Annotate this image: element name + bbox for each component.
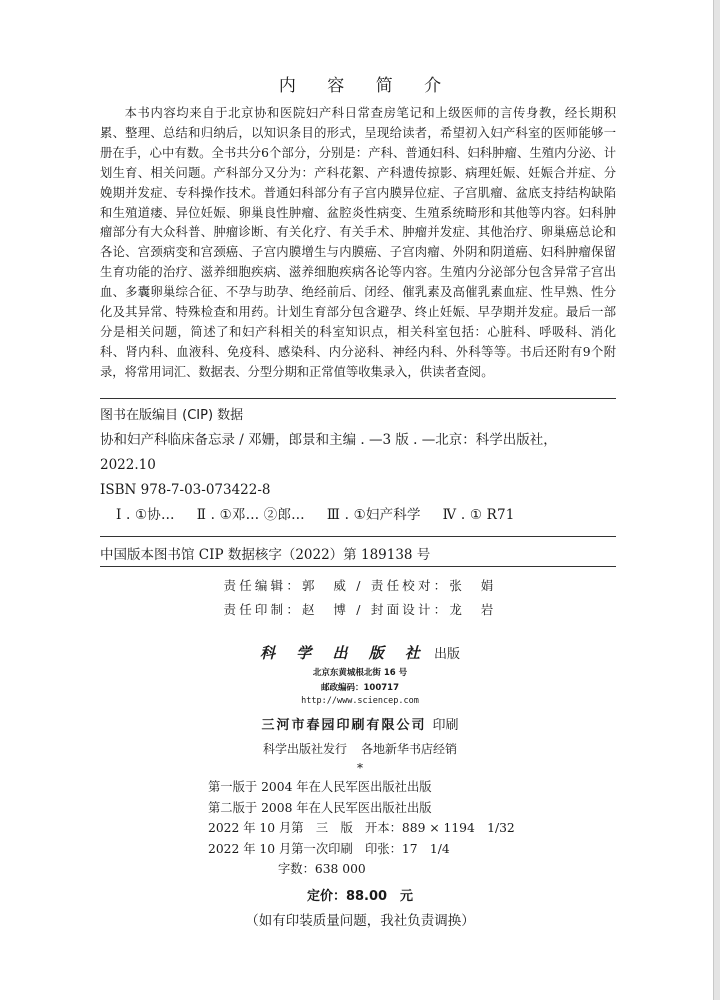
cip-record-number: 中国版本图书馆 CIP 数据核字（2022）第 189138 号: [100, 547, 431, 563]
divider-top: [100, 398, 616, 399]
distribution-line: [0, 740, 720, 757]
quality-note: （如有印装质量问题，我社负责调换）: [245, 913, 475, 929]
separator-star: *: [357, 761, 363, 775]
cip-class-2: Ⅱ . ①邓… ②郎…: [196, 507, 305, 523]
printer-name: 三河市春园印刷有限公司: [261, 718, 427, 733]
cip-title-line: 协和妇产科临床备忘录 / 邓姗，郎景和主编 . —3 版 . —北京：科学出版社，: [100, 432, 557, 448]
cip-class-4: Ⅳ . ① R71: [442, 507, 515, 523]
publisher-logo: 科 学 出 版 社: [260, 644, 428, 662]
edition-second: 第二版于 2008 年在人民军医出版社出版: [208, 800, 432, 815]
page-edge: [713, 0, 720, 1000]
page-title: 内 容 简 介: [278, 76, 455, 96]
cip-heading: 图书在版编目 (CIP) 数据: [100, 408, 244, 423]
edition-info: [208, 777, 628, 880]
staff-line-production: 责任印制：赵 博 / 封面设计：龙 岩: [223, 602, 497, 617]
intro-paragraph: 本书内容均来自于北京协和医院妇产科日常查房笔记和上级医师的言传身教，经长期积累、整理、总结和归纳后，以知识条目的形式，呈现给读者，希望初入妇产科室的医师能够一册在手，心中有数。全书共分6个部分，分别是：产科、普通妇科、妇科肿瘤、生殖内分泌、计划生育、相关问题。产科部分又分为：产科花絮、产科遗传掠影、病理妊娠、妊娠合并症、分娩期并发症、专科操作技术。普通妇科部分有子宫内膜异位症、子宫肌瘤、盆底支持结构缺陷和生殖道瘘、异位妊娠、卵巢良性肿瘤、盆腔炎性病变、生殖系统畸形和其他等内容。妇科肿瘤部分有大众科普、肿瘤诊断、有关化疗、有关手术、肿瘤并发症、其他治疗、卵巢癌总论和各论、宫颈病变和宫颈癌、子宫内膜增生与内膜癌、子宫肉瘤、外阴和阴道癌、妇科肿瘤保留生育功能的治疗、滋养细胞疾病、滋养细胞疾病各论等内容。生殖内分泌部分包含异常子宫出血、多囊卵巢综合征、不孕与助孕、绝经前后、闭经、催乳素及高催乳素血症、性早熟、性分化及其异常、特殊检查和用药。计划生育部分包含避孕、终止妊娠、早孕期并发症。最后一部分是相关问题，简述了和妇产科相关的科室知识点，相关科室包括：心脏科、呼吸科、消化科、肾内科、血液科、免疫科、感染科、内分泌科、神经内科、外科等等。书后还附有9个附录，将常用词汇、数据表、分型分期和正常值等收集录入，供读者查阅。: [100, 106, 616, 379]
edition-first: 第一版于 2004 年在人民军医出版社出版: [208, 780, 432, 794]
price: 定价：88.00 元: [306, 889, 414, 904]
distribution-issuer: 科学出版社发行: [262, 742, 347, 756]
staff-line-editors: 责任编辑：郭 威 / 责任校对：张 娟: [223, 578, 497, 593]
printer-line: [0, 714, 720, 733]
printer-role: 印刷: [432, 718, 459, 733]
cip-isbn: ISBN 978-7-03-073422-8: [100, 482, 271, 498]
publisher-address: 北京东黄城根北街 16 号: [312, 668, 408, 678]
cip-date-line: 2022.10: [100, 457, 156, 473]
divider-middle: [100, 536, 616, 537]
divider-bottom: [100, 566, 616, 567]
publisher-url[interactable]: http://www.sciencep.com: [301, 696, 419, 706]
publisher-role: 出版: [433, 647, 460, 662]
distribution-seller: 各地新华书店经销: [361, 742, 458, 756]
cip-class-1: Ⅰ . ①协…: [116, 507, 175, 523]
cip-record: [100, 428, 616, 528]
cip-class-3: Ⅲ . ①妇产科学: [326, 507, 421, 523]
intro-section: [100, 104, 616, 383]
edition-third: 2022 年 10 月第 三 版 开本：889 × 1194 1/32: [208, 821, 515, 835]
print-run: 2022 年 10 月第一次印刷 印张：17 1/4: [208, 841, 450, 856]
publisher-line: [0, 642, 720, 663]
cip-classification: [100, 503, 616, 528]
publisher-postcode: 邮政编码：100717: [321, 683, 399, 693]
word-count: 字数：638 000: [278, 862, 366, 876]
